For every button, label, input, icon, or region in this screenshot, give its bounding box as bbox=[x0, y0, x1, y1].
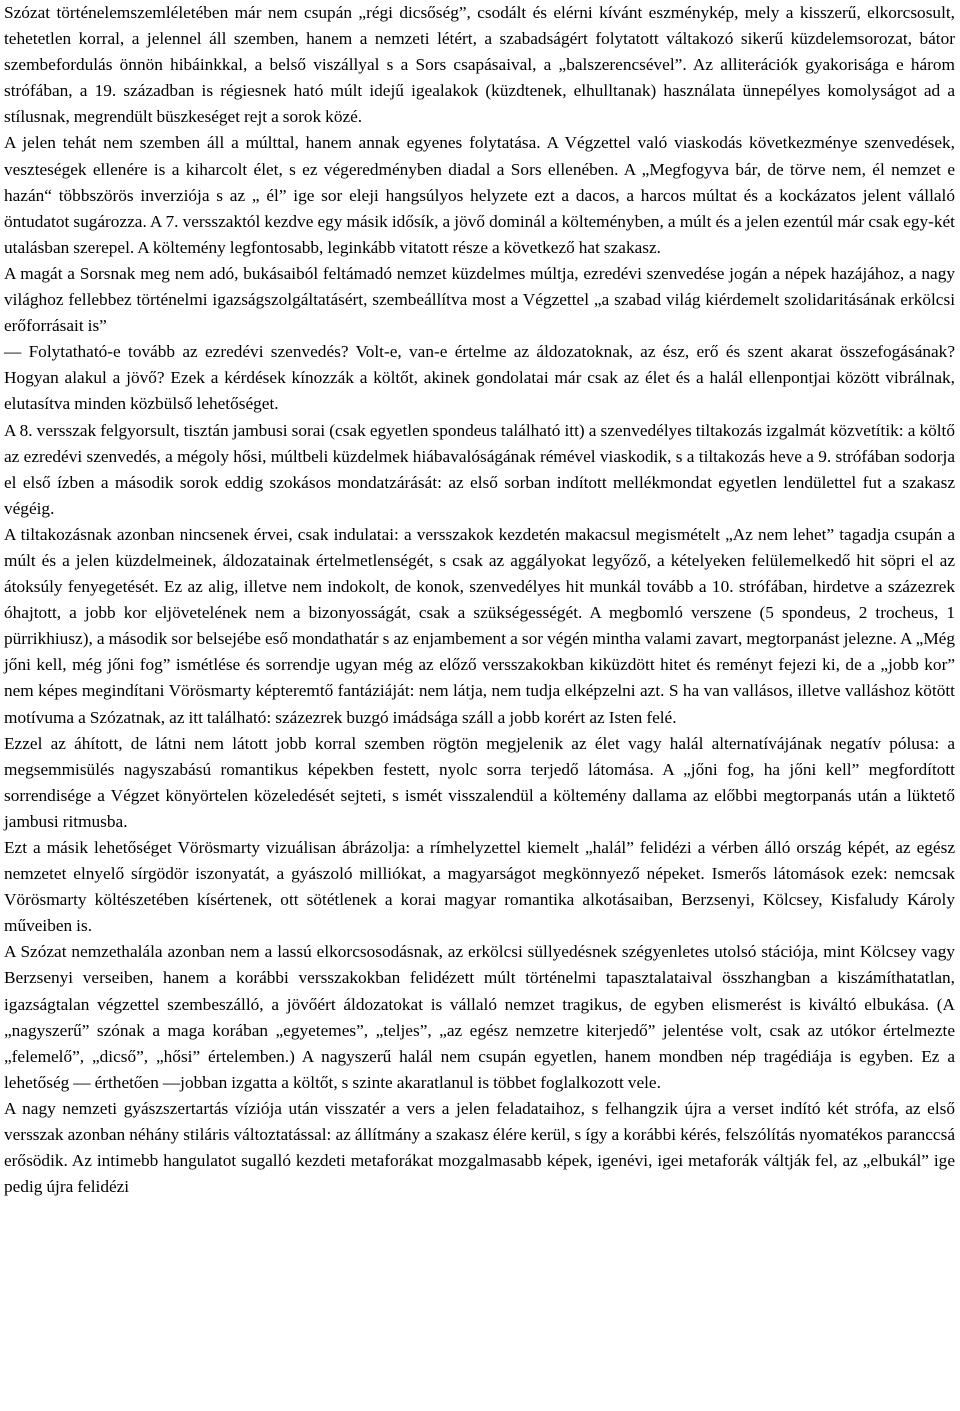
paragraph-jobb-kor-es-halal: Ezzel az áhított, de látni nem látott jobb korral szemben rögtön megjelenik az élet vagy halál alternatívájának negatív pólusa: a megsemmisülés nagyszabású romantikus képekben festett, nyolc sorra terjedő látomása. A „jőni fog, ha jőni kell” megfordított sorrendisége a Végzet könyörtelen közeledését sejteti, s ismét visszalendül a költemény dallama az előbbi megtorpanás után a lüktető jambusi ritmusba. bbox=[4, 733, 955, 831]
paragraph-gyaszszertartas-utan: A nagy nemzeti gyászszertartás víziója után visszatér a vers a jelen feladataihoz, s felhangzik újra a verset indító két strófa, az első versszak azonban néhány stiláris változtatással: az állítmány a szakasz élére kerül, s így a korábbi kérés, felszólítás nyomatékos paranccsá erősödik. Az intimebb hangulatot sugalló kezdeti metaforákat mozgalmasabb képek, igenévi, igei metaforák váltják fel, az „elbukál” ige pedig újra felidézi bbox=[4, 1098, 955, 1197]
paragraph-tiltakozas: A tiltakozásnak azonban nincsenek érvei, csak indulatai: a versszakok kezdetén makacsul megismételt „Az nem lehet” tagadja csupán a múlt és a jelen küzdelmeinek, áldozatainak értelmetlenségét, s csak az aggályokat legyőző, a kételyeken felülemelkedő hit söpri el az átoksúly fenyegetését. Ez az alig, illetve nem indokolt, de konok, szenvedélyes hit munkál tovább a 10. strófában, hirdetve a százezrek óhajtott, a jobb kor eljövetelének nem a bizonyosságát, csak a szükségességét. A megbomló verszene (5 spondeus, 2 trocheus, 1 pürrikhiusz), a második sor belsejébe eső mondathatár s az enjambement a sor végén mintha valami zavart, megtorpanást jelezne. A „Még jőni kell, még jőni fog” ismétlése és sorrendje ugyan még az előző versszakokban kiküzdött hitet és reményt fejezi ki, de a „jobb kor” nem képes megindítani Vörösmarty képteremtő fantáziáját: nem látja, nem tudja elképzelni azt. S ha van vallásos, illetve valláshoz kötött motívuma a Szózatnak, az itt található: százezrek buzgó imádsága száll a jobb korért az Isten felé. bbox=[4, 524, 955, 727]
paragraph-jelen-es-mult: A jelen tehát nem szemben áll a múlttal, hanem annak egyenes folytatása. A Végzettel való viaskodás következménye szenvedések, veszteségek ellenére is a kiharcolt élet, s ez végeredményben diadal a Sors ellenében. A „Megfogyva bár, de törve nem, él nemzet e hazán“ többszörös inverziója s az „ él” ige sor eleji hangsúlyos helyzete ezt a dacos, a harcos múltat és a kockázatos jelent vállaló öntudatot sugározza. A 7. versszaktól kezdve egy másik idősík, a jövő dominál a költeményben, a múlt és a jelen ezentúl már csak egy-két utalásban szerepel. A költemény legfontosabb, leginkább vitatott része a következő hat szakasz. bbox=[4, 133, 955, 257]
paragraph-szozat-tortenelemszemlelete: Szózat történelemszemléletében már nem csupán „régi dicsőség”, csodált és elérni kívánt eszménykép, mely a kisszerű, elkorcsosult, tehetetlen korral, a jelennel áll szemben, hanem a nemzeti létért, a szabadságért folytatott váltakozó sikerű küzdelemsorozat, bátor szembefordulás önnön hibáinkkal, a belső viszállyal s a Sors csapásaival, a „balszerencsével”. Az alliterációk gyakorisága e három strófában, a 19. században is régiesnek ható múlt idejű igealakok (küzdtenek, elhulltanak) használata ünnepélyes komolyságot ad a stílusnak, megrendült büszkeséget rejt a sorok közé. bbox=[4, 3, 955, 127]
paragraph-nemzethalal: A Szózat nemzethalála azonban nem a lassú elkorcsosodásnak, az erkölcsi süllyedésnek szégyenletes utolsó stációja, mint Kölcsey vagy Berzsenyi verseiben, hanem a korábbi versszakokban felidézett múlt történelmi tapasztalataival összhangban a kiszámíthatatlan, igazságtalan végzettel szembeszálló, a jövőért áldozatokat is vállaló nemzet tragikus, de egyben elismerést is kiváltó elbukása. (A „nagyszerű” szónak a maga korában „egyetemes”, „teljes”, „az egész nemzetre kiterjedő” jelentése volt, csak az utókor értelmezte „felemelő”, „dicső”, „hősi” értelemben.) A nagyszerű halál nem csupán egyetlen, hanem mondben nép tragédiája is egyben. Ez a lehetőség — érthetően —jobban izgatta a költőt, s szinte akaratlanul is többet foglalkozott vele. bbox=[4, 942, 955, 1092]
paragraph-fellebbezes: A magát a Sorsnak meg nem adó, bukásaiból feltámadó nemzet küzdelmes múltja, ezredévi szenvedése jogán a népek hazájához, a nagy világhoz fellebbez történelmi igazságszolgáltatásért, szembeállítva most a Végzettel „a szabad világ kiérdemelt szolidaritásának erkölcsi erőforrásait is” bbox=[4, 263, 955, 336]
paragraph-nyolcadik-versszak: A 8. versszak felgyorsult, tisztán jambusi sorai (csak egyetlen spondeus található itt) a szenvedélyes tiltakozás izgalmát közvetítik: a költő az ezredévi szenvedés, a mégoly hősi, múltbeli küzdelmek hiábavalóságának rémével viaskodik, s a tiltakozás heve a 9. strófában sodorja el első ízben a második sorok eddig szokásos mondatzárását: az első sorban indított mellékmondat egyetlen lendülettel fut a szakasz végéig. bbox=[4, 420, 955, 518]
paragraph-halal-latomasa: Ezt a másik lehetőséget Vörösmarty vizuálisan ábrázolja: a rímhelyzettel kiemelt „halál” felidézi a vérben álló ország képét, az egész nemzetet elnyelő sírgödör iszonyatát, a gyászoló milliókat, a magyarságot megkönnyező népeket. Ismerős látomások ezek: nemcsak Vörösmarty költészetében kísértenek, ott sötétlenek a korai magyar romantika alkotásaiban, Berzsenyi, Kölcsey, Kisfaludy Károly műveiben is. bbox=[4, 838, 955, 936]
paragraph-kerdesek: — Folytatható-e tovább az ezredévi szenvedés? Volt-e, van-e értelme az áldozatoknak, az ész, erő és szent akarat összefogásának? Hogyan alakul a jövő? Ezek a kérdések kínozzák a költőt, akinek gondolatai már csak az élet és a halál ellenpontjai között vibrálnak, elutasítva minden közbülső lehetőséget. bbox=[4, 342, 955, 414]
